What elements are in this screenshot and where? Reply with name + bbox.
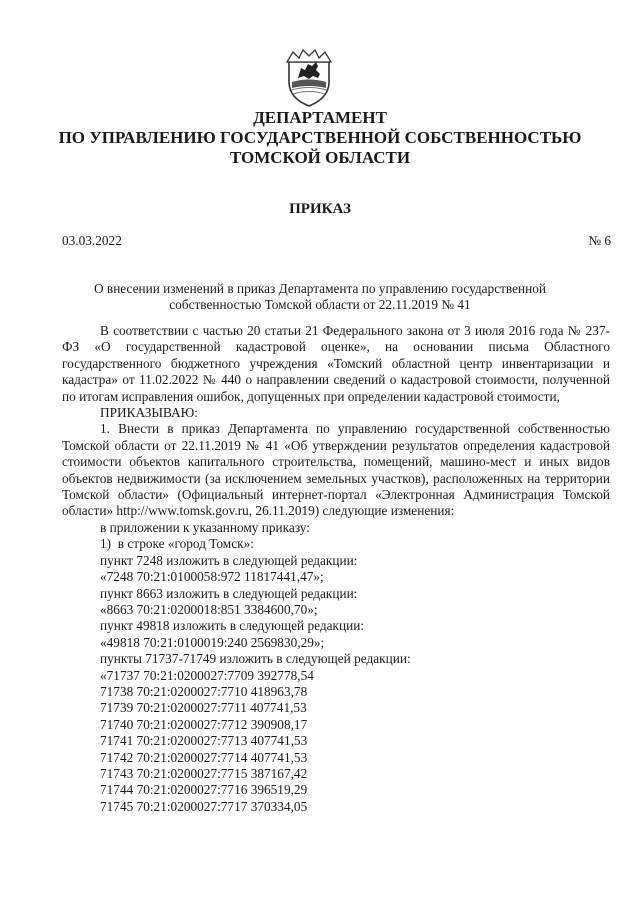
body-line: пункт 7248 изложить в следующей редакции: [100,552,358,568]
department-title-line-1: ДЕПАРТАМЕНТ [253,108,387,127]
body-line: 71742 70:21:0200027:7714 407741,53 [100,749,308,765]
body-line: «7248 70:21:0100058:972 11817441,47»; [100,569,324,585]
body-line: «8663 70:21:0200018:851 3384600,70»; [100,601,318,617]
body-line: 71743 70:21:0200027:7715 387167,42 [100,765,308,781]
order-word: ПРИКАЗЫВАЮ: [100,405,198,421]
document-type-title: ПРИКАЗ [289,201,351,217]
body-line: 1) в строке «город Томск»: [100,536,254,552]
body-line: 71744 70:21:0200027:7716 396519,29 [100,782,308,798]
body-line: пункт 8663 изложить в следующей редакции: [100,585,358,601]
subject-line-1: О внесении изменений в приказ Департамента по управлению государственной [93,281,547,296]
body-line: 71739 70:21:0200027:7711 407741,53 [100,700,307,716]
body-line: «49818 70:21:0100019:240 2569830,29»; [100,634,325,650]
body-line: 71738 70:21:0200027:7710 418963,78 [100,683,308,699]
document-number: № 6 [588,233,611,248]
tomsk-coat-of-arms-emblem [283,48,335,108]
body-line: 71745 70:21:0200027:7717 370334,05 [100,798,308,814]
body-line: в приложении к указанному приказу: [100,519,310,535]
subject-line-2: собственностью Томской области от 22.11.2019 № 41 [169,297,471,312]
document-date: 03.03.2022 [62,233,122,248]
department-title [0,108,640,168]
body-line: 71741 70:21:0200027:7713 407741,53 [100,733,308,749]
document-body [62,323,610,815]
body-line: пункт 49818 изложить в следующей редакции: [100,618,365,634]
body-line: «71737 70:21:0200027:7709 392778,54 [100,667,314,683]
body-line: пункты 71737-71749 изложить в следующей редакции: [100,651,411,667]
item-1-paragraph: 1. Внести в приказ Департамента по управлению государственной собственностью Томской области от 22.11.2019 № 41 «Об утверждении результатов определения кадастровой стоимости объектов капитального строительства, помещений, машино-мест и иных видов объектов недвижимости (за исключением земельных участков), расположенных на территории Томской области» (Официальный интернет-портал «Электронная Администрация Томской области» http://www.tomsk.gov.ru, 26.11.2019) следующие изменения: [62,421,610,519]
department-title-line-2: ПО УПРАВЛЕНИЮ ГОСУДАРСТВЕННОЙ СОБСТВЕННОСТЬЮ [58,128,582,147]
document-subject [0,281,640,313]
body-line: 71740 70:21:0200027:7712 390908,17 [100,716,308,732]
intro-paragraph: В соответствии с частью 20 статьи 21 Федерального закона от 3 июля 2016 года № 237-ФЗ «О государственной кадастровой оценке», на основании письма Областного государственного бюджетного учреждения «Томский областной центр инвентаризации и кадастра» от 11.02.2022 № 440 о направлении сведений о кадастровой стоимости, полученной по итогам исправления ошибок, допущенных при определении кадастровой стоимости, [62,323,610,404]
department-title-line-3: ТОМСКОЙ ОБЛАСТИ [229,148,411,167]
